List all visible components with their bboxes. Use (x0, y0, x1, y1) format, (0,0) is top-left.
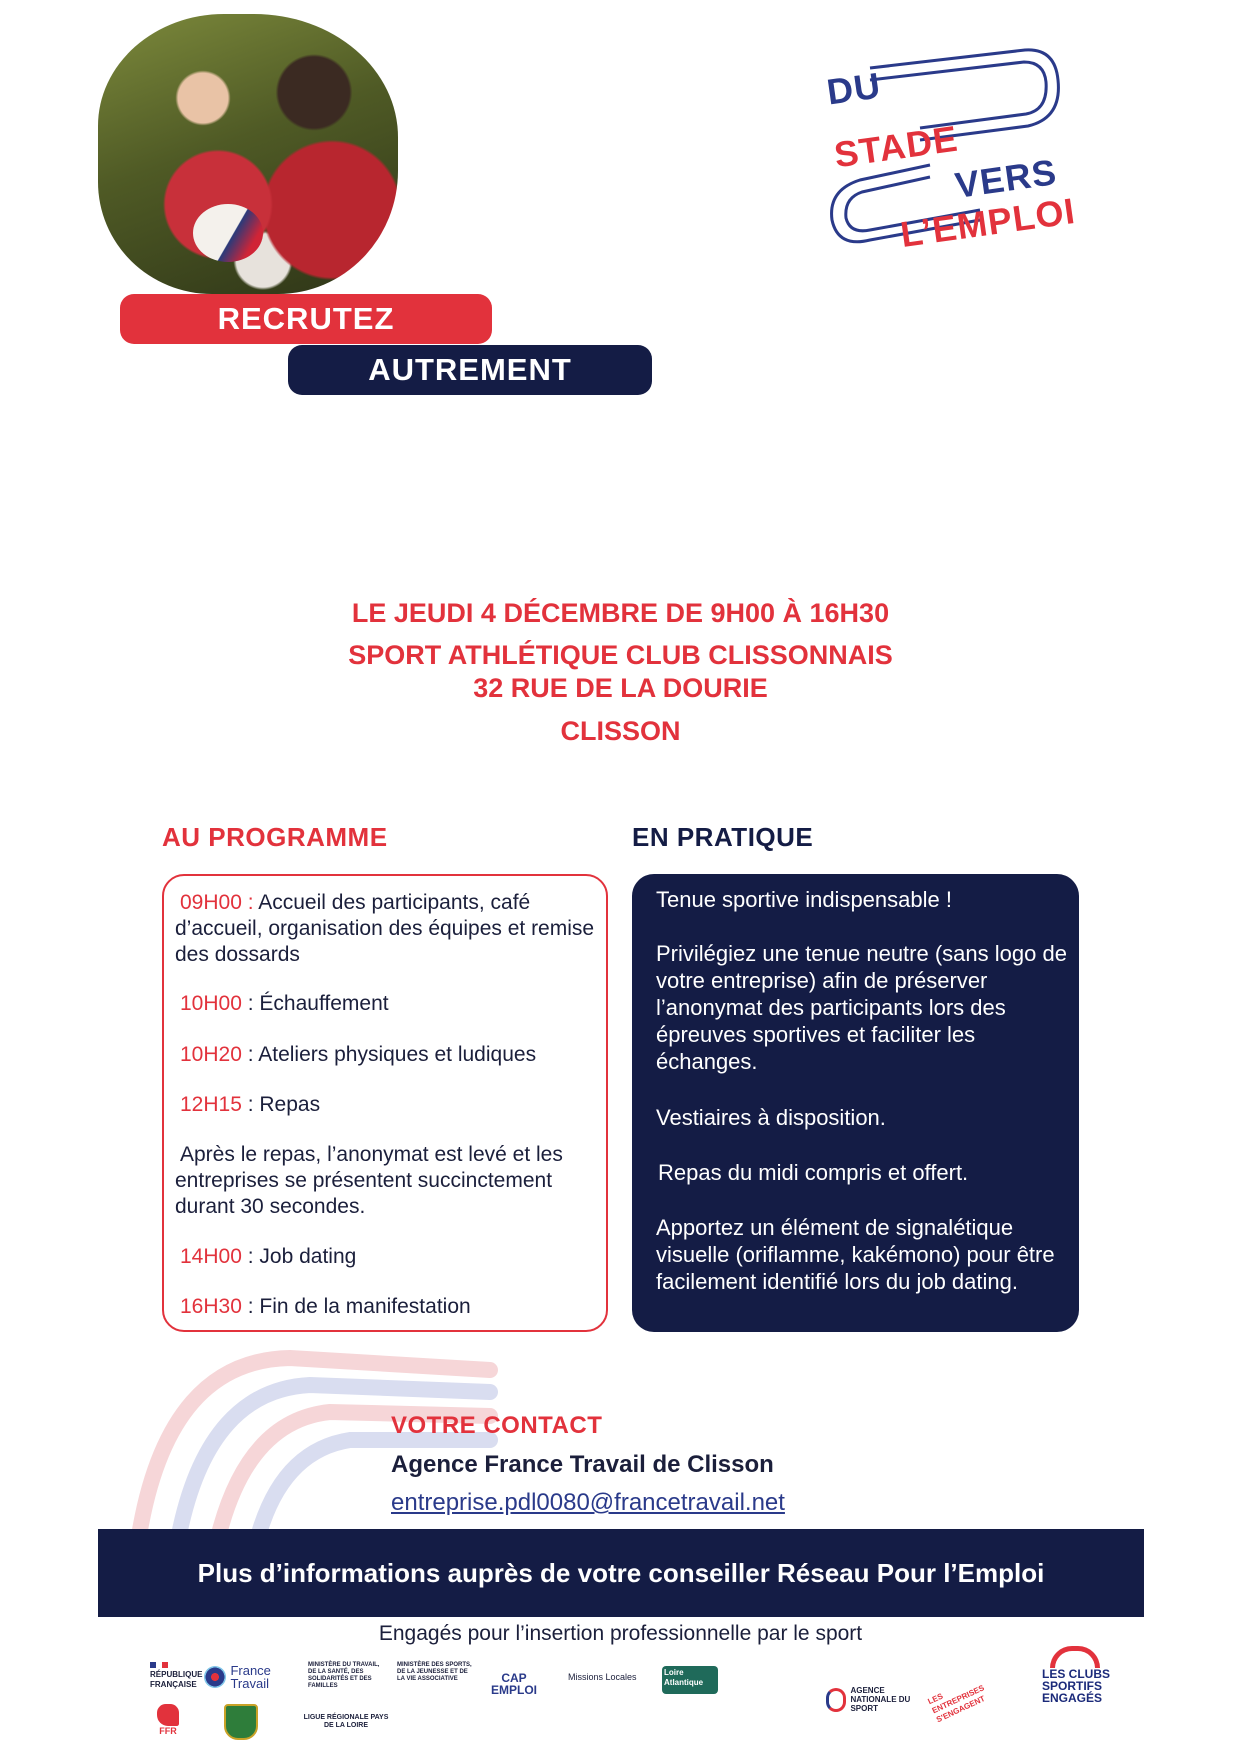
ministere-sports-logo: MINISTÈRE DES SPORTS, DE LA JEUNESSE ET DE LA VIE ASSOCIATIVE (397, 1662, 472, 1682)
clubs-sportifs-engages-logo: LES CLUBS SPORTIFS ENGAGÉS (1042, 1646, 1112, 1704)
pratique-box (632, 874, 1079, 1332)
hero-photo (98, 14, 398, 294)
programme-heading: AU PROGRAMME (162, 822, 388, 852)
agence-nationale-sport-logo: AGENCE NATIONALE DU SPORT (826, 1686, 916, 1713)
missions-locales-logo: Missions Locales (568, 1672, 637, 1682)
pratique-text: Vestiaires à disposition. (656, 1105, 886, 1130)
pratique-text: Repas du midi compris et offert. (658, 1160, 969, 1185)
tag-recrutez: RECRUTEZ (120, 294, 492, 344)
event-city: CLISSON (560, 716, 681, 746)
tag-autrement: AUTREMENT (288, 345, 652, 395)
ffr-logo: FFR (150, 1704, 186, 1736)
programme-item: 16H30 : Fin de la manifestation (180, 1295, 471, 1318)
contact-email-link[interactable]: entreprise.pdl0080@francetravail.net (391, 1489, 785, 1516)
event-date: LE JEUDI 4 DÉCEMBRE DE 9H00 À 16H30 (351, 598, 890, 628)
france-travail-logo: France Travail (204, 1664, 284, 1690)
footer-tagline: Engagés pour l’insertion professionnelle par le sport (378, 1622, 863, 1645)
brand-word-stade: STADE (831, 117, 961, 176)
contact-organization: Agence France Travail de Clisson (391, 1451, 774, 1478)
ligue-pays-de-la-loire-logo: LIGUE RÉGIONALE PAYS DE LA LOIRE (303, 1714, 389, 1729)
pratique-text: Apportez un élément de signalétique visuelle (oriflamme, kakémono) pour être facilement identifié lors du job dating. (656, 1215, 1055, 1294)
programme-item: 14H00 : Job dating (180, 1245, 357, 1268)
pratique-text: Privilégiez une tenue neutre (sans logo de votre entreprise) afin de préserver l’anonymat des participants lors des épreuves sportives et faciliter les échanges. (656, 941, 1067, 1074)
info-banner: Plus d’informations auprès de votre conseiller Réseau Pour l’Emploi (98, 1529, 1144, 1617)
brand-word-du: DU (824, 64, 884, 113)
pratique-heading: EN PRATIQUE (632, 822, 814, 852)
brand-logo (800, 40, 1090, 256)
programme-box (162, 874, 608, 1332)
pratique-text: Tenue sportive indispensable ! (656, 887, 952, 912)
brand-word-vers: VERS (952, 151, 1060, 206)
cap-emploi-logo: CAP EMPLOI (490, 1671, 537, 1697)
programme-item: 10H20 : Ateliers physiques et ludiques (180, 1043, 537, 1066)
clisson-coat-of-arms-logo (224, 1704, 258, 1740)
programme-item: 10H00 : Échauffement (180, 992, 389, 1015)
contact-heading: VOTRE CONTACT (391, 1412, 603, 1439)
brand-word-emploi: L’EMPLOI (897, 189, 1078, 256)
rugby-ball-image (193, 204, 263, 262)
ministere-travail-logo: MINISTÈRE DU TRAVAIL, DE LA SANTÉ, DES SOLIDARITÉS ET DES FAMILLES (308, 1662, 380, 1689)
programme-note: Après le repas, l’anonymat est levé et les entreprises se présentent succinctement durant 30 secondes. (175, 1143, 563, 1218)
programme-item: 12H15 : Repas (180, 1093, 321, 1116)
event-street: 32 RUE DE LA DOURIE (473, 673, 768, 703)
loire-atlantique-logo: Loire Atlantique (662, 1666, 718, 1694)
programme-item: 09H00 : Accueil des participants, café d’accueil, organisation des équipes et remise des dossards (175, 891, 595, 966)
event-venue: SPORT ATHLÉTIQUE CLUB CLISSONNAIS (348, 640, 893, 670)
republique-francaise-logo: RÉPUBLIQUE FRANÇAISE (150, 1662, 210, 1690)
entreprises-engagent-logo: LES ENTREPRISES S'ENGAGENT (926, 1683, 987, 1725)
